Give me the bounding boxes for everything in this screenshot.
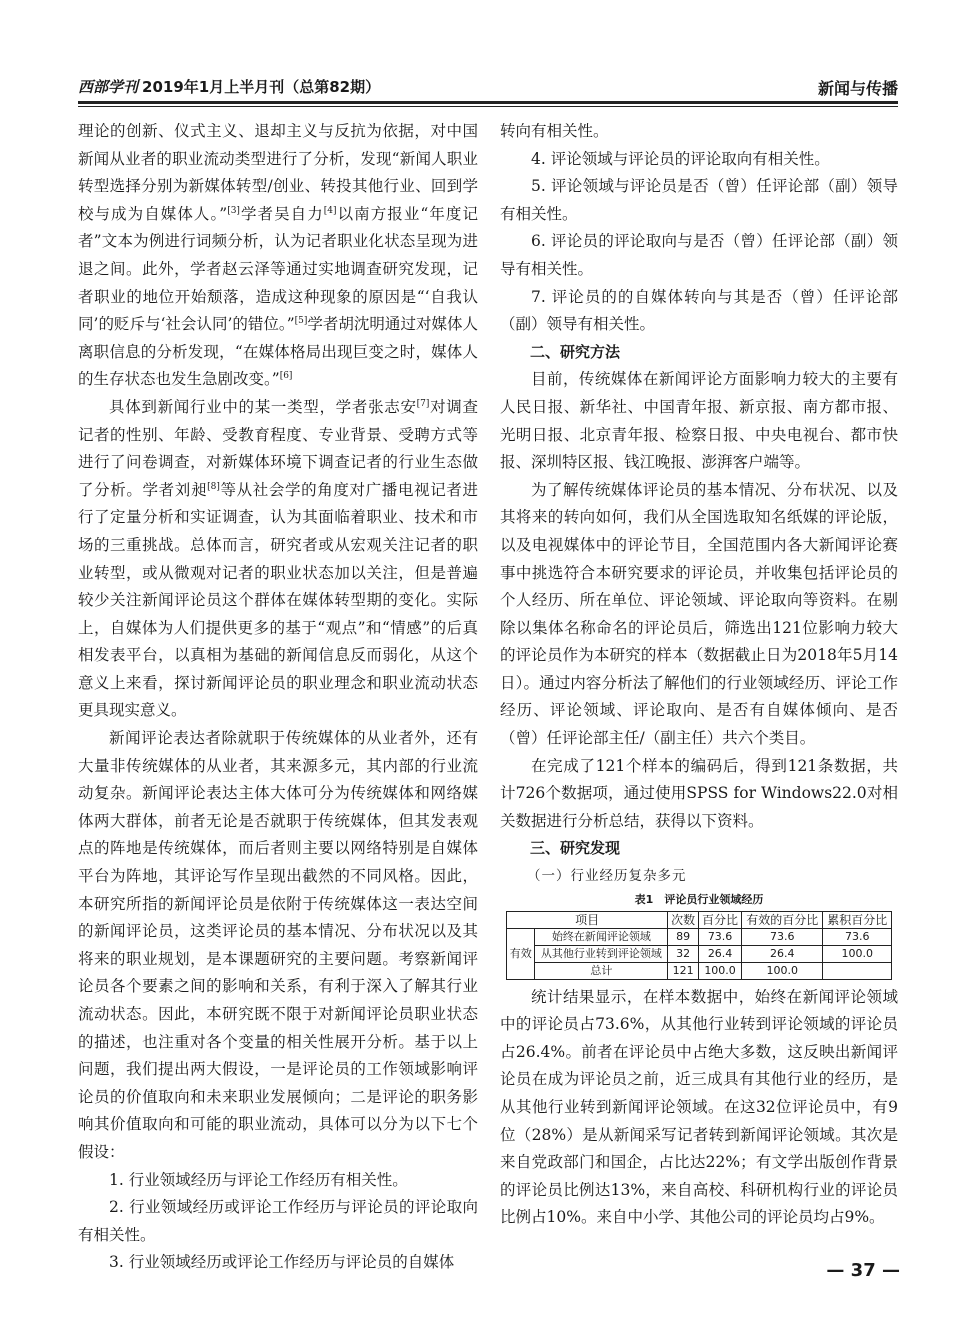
table-cell: 总计 (535, 962, 668, 979)
table-total-row (507, 962, 892, 979)
table-header-cell: 次数 (668, 911, 699, 928)
table-cell: 89 (668, 928, 699, 945)
paragraph: 新闻评论表达者除就职于传统媒体的从业者外，还有大量非传统媒体的从业者，其来源多元，其内部的行业流动复杂。新闻评论表达主体大体可分为传统媒体和网络媒体两大群体，前者无论是否就职于传统媒体，但其发表观点的阵地是传统媒体，而后者则主要以网络特别是自媒体平台为阵地，其评论写作呈现出截然的不同风格。因此，本研究所指的新闻评论员是依附于传统媒体这一表达空间的新闻评论员，这类评论员的基本情况、分布状况以及其将来的职业规划，是本课题研究的主要问题。考察新闻评论员各个要素之间的影响和关系，有利于深入了解其行业流动状态。因此，本研究既不限于对新闻评论员职业状态的描述，也注重对各个变量的相关性展开分析。基于以上问题，我们提出两大假设，一是评论员的工作领域影响评论员的价值取向和未来职业发展倾向；二是评论的职务影响其价值取向和可能的职业流动，具体可以分为以下七个假设： (78, 729, 478, 1161)
hypothesis-item: 3. 行业领域经历或评论工作经历与评论员的自媒体 (109, 1253, 455, 1272)
table-header-row (507, 911, 892, 928)
table-cell: 73.6 (698, 928, 741, 945)
hypothesis-item: 5. 评论领域与评论员是否（曾）任评论部（副）领导有相关性。 (500, 177, 898, 223)
table-cell: 73.6 (823, 928, 892, 945)
journal-logo: 西部学刊 (78, 78, 139, 96)
header-rule-thick (78, 101, 898, 104)
table-cell: 32 (668, 945, 699, 962)
citation: [4] (323, 205, 337, 216)
paragraph: 统计结果显示，在样本数据中，始终在新闻评论领域中的评论员占73.6%，从其他行业转到评论领域的评论员占26.4%。前者在评论员中占绝大多数，这反映出新闻评论员在成为评论员之前，近三成具有其他行业的经历，是从其他行业转到新闻评论领域。在这32位评论员中，有9位（28%）是从新闻采写记者转到新闻评论领域。其次是来自党政部门和国企，占比达22%；有文学出版创作背景的评论员比例达13%，来自高校、科研机构行业的评论员比例占10%。来自中小学、其他公司的评论员均占9%。 (500, 987, 898, 1227)
table-cell: 100.0 (823, 945, 892, 962)
hypothesis-item: 7. 评论员的的自媒体转向与其是否（曾）任评论部（副）领导有相关性。 (500, 287, 898, 334)
citation: [7] (416, 398, 430, 409)
table-row (507, 928, 892, 945)
table-cell: 73.6 (742, 928, 823, 945)
table-header-cell: 有效的百分比 (742, 911, 823, 928)
left-column (78, 118, 478, 1277)
table-cell: 121 (668, 962, 699, 979)
section-heading: 三、研究发现 (530, 839, 621, 858)
table-cell: 26.4 (698, 945, 741, 962)
paragraph: 理论的创新、仪式主义、退却主义与反抗为依据，对中国新闻从业者的职业流动类型进行了分析，发现“新闻人职业转型选择分别为新媒体转型/创业、转投其他行业、回到学校与成为自媒体人。”[3]学者吴自力[4]以南方报业“年度记者”文本为例进行词频分析，认为记者职业化状态呈现为进退之间。此外，学者赵云泽等通过实地调查研究发现，记者职业的地位开始颓落，造成这种现象的原因是“‘自我认同’的贬斥与‘社会认同’的错位。”[5]学者胡沈明通过对媒体人离职信息的分析发现，“在媒体格局出现巨变之时，媒体人的生存状态也发生急剧改变。”[6] (78, 122, 478, 389)
table-cell: 100.0 (698, 962, 741, 979)
citation: [5] (294, 316, 308, 326)
hypothesis-item: 6. 评论员的评论取向与是否（曾）任评论部（副）领导有相关性。 (500, 232, 898, 278)
issue-info: 2019年1月上半月刊（总第82期） (142, 78, 381, 96)
table-cell: 26.4 (742, 945, 823, 962)
paragraph: 转向有相关性。 (500, 122, 609, 140)
journal-header (78, 76, 380, 97)
paragraph: 在完成了121个样本的编码后，得到121条数据，共计726个数据项，通过使用SPSS for Windows22.0对相关数据进行分析总结，获得以下资料。 (500, 756, 898, 830)
table-header-cell: 百分比 (698, 911, 741, 928)
table-cell: 100.0 (742, 962, 823, 979)
hypothesis-item: 2. 行业领域经历或评论工作经历与评论员的评论取向有相关性。 (78, 1198, 478, 1244)
citation: [8] (207, 481, 220, 492)
stats-table (506, 911, 892, 980)
hypothesis-item: 4. 评论领域与评论员的评论取向有相关性。 (531, 149, 830, 168)
section-heading: 二、研究方法 (530, 342, 621, 361)
citation: [6] (279, 371, 293, 382)
table-header-cell: 项目 (507, 911, 668, 928)
paragraph: 为了解传统媒体评论员的基本情况、分布状况、以及其将来的转向如何，我们从全国选取知名纸媒的评论版，以及电视媒体中的评论节目，全国范围内各大新闻评论赛事中挑选符合本研究要求的评论员，并收集包括评论员的个人经历、所在单位、评论领域、评论取向等资料。在剔除以集体名称命名的评论员后，筛选出121位影响力较大的评论员作为本研究的样本（数据截止日为2018年5月14日）。通过内容分析法了解他们的行业领域经历、评论工作经历、评论领域、评论取向、是否有自媒体倾向、是否（曾）任评论部主任/（副主任）共六个类目。 (500, 480, 898, 748)
table-cell: 始终在新闻评论领域 (535, 928, 668, 945)
table-caption: 表1 评论员行业领域经历 (634, 892, 764, 906)
table-row (507, 945, 892, 962)
table-cell: 从其他行业转到评论领域 (535, 945, 668, 962)
table-group-label: 有效 (507, 928, 535, 979)
section-title: 新闻与传播 (817, 79, 898, 98)
hypothesis-item: 1. 行业领域经历与评论工作经历有相关性。 (109, 1170, 408, 1189)
paragraph: 目前，传统媒体在新闻评论方面影响力较大的主要有人民日报、新华社、中国青年报、新京报、南方都市报、光明日报、北京青年报、检察日报、中央电视台、都市快报、深圳特区报、钱江晚报、澎湃客户端等。 (500, 370, 898, 472)
header-rule-thin (78, 106, 898, 107)
table-header-cell: 累积百分比 (823, 911, 892, 928)
citation: [3] (227, 205, 240, 216)
paragraph: 具体到新闻行业中的某一类型，学者张志安[7]对调查记者的性别、年龄、受教育程度、专业背景、受聘方式等进行了问卷调查，对新媒体环境下调查记者的行业生态做了分析。学者刘昶[8]等从社会学的角度对广播电视记者进行了定量分析和实证调查，认为其面临着职业、技术和市场的三重挑战。总体而言，研究者或从宏观关注记者的职业转型，或从微观对记者的职业状态加以关注，但是普遍较少关注新闻评论员这个群体在媒体转型期的变化。实际上，自媒体为人们提供更多的基于“观点”和“情感”的后真相发表平台，以真相为基础的新闻信息反而弱化，从这个意义上来看，探讨新闻评论员的职业理念和职业流动状态更具现实意义。 (78, 397, 478, 720)
table-cell (823, 962, 892, 979)
page-number: — 37 — (826, 1260, 900, 1281)
subsection-heading: （一）行业经历复杂多元 (527, 868, 687, 885)
right-column (500, 118, 898, 1232)
